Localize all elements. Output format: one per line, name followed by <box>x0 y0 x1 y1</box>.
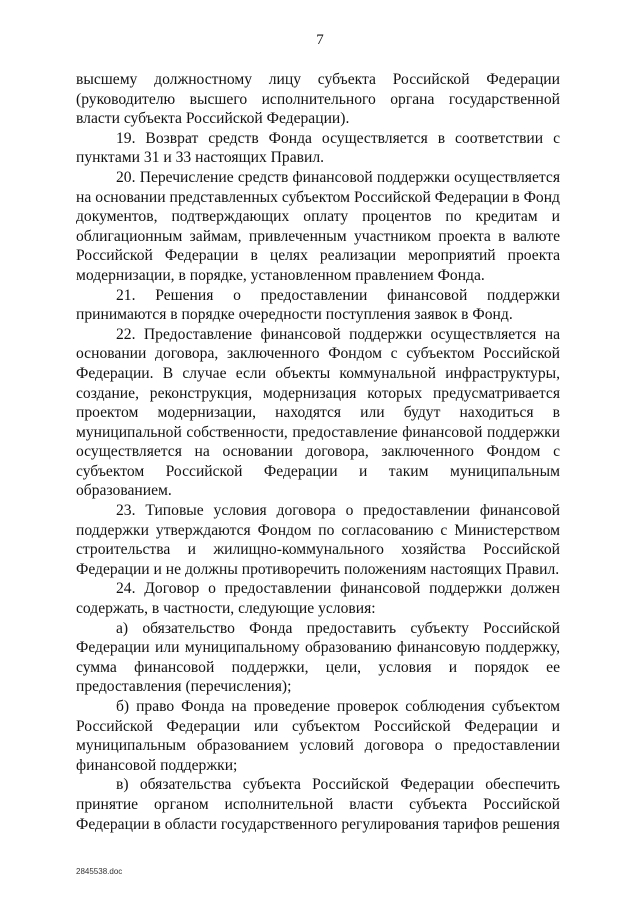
paragraph-clause-22: 22. Предоставление финансовой поддержки осуществляется на основании договора, заключенного Фондом с субъектом Российской Федерации. В случае если объекты коммунальной инфраструктуры, создание, реконструкция, модернизация которых предусматривается проектом модернизации, находятся или будут находиться в муниципальной собственности, предоставление финансовой поддержки осуществляется на основании договора, заключенного Фондом с субъектом Российской Федерации и таким муниципальным образованием. <box>76 325 560 500</box>
paragraph-continuation: высшему должностному лицу субъекта Российской Федерации (руководителю высшего исполнительного органа государственной власти субъекта Российской Федерации). <box>76 71 560 128</box>
page-number: 7 <box>316 32 324 48</box>
paragraph-clause-24-b: б) право Фонда на проведение проверок соблюдения субъектом Российской Федерации или субъектом Российской Федерации и муниципальным образованием условий договора о предоставлении финансовой поддержки; <box>76 698 560 774</box>
paragraph-clause-24: 24. Договор о предоставлении финансовой поддержки должен содержать, в частности, следующие условия: <box>76 580 560 618</box>
paragraph-clause-19: 19. Возврат средств Фонда осуществляется в соответствии с пунктами 31 и 33 настоящих Правил. <box>76 129 560 167</box>
paragraph-clause-21: 21. Решения о предоставлении финансовой поддержки принимаются в порядке очередности поступления заявок в Фонд. <box>76 286 560 324</box>
document-body <box>76 70 560 834</box>
paragraph-clause-20: 20. Перечисление средств финансовой поддержки осуществляется на основании представленных субъектом Российской Федерации в Фонд документов, подтверждающих оплату процентов по кредитам и облигационным займам, привлеченным участником проекта в валюте Российской Федерации в целях реализации мероприятий проекта модернизации, в порядке, установленном правлением Фонда. <box>76 168 560 284</box>
footer-doc-code: 2845538.doc <box>76 867 123 876</box>
paragraph-clause-24-a: а) обязательство Фонда предоставить субъекту Российской Федерации или муниципальному образованию финансовую поддержку, сумма финансовой поддержки, цели, условия и порядок ее предоставления (перечисления); <box>76 619 560 696</box>
paragraph-clause-23: 23. Типовые условия договора о предоставлении финансовой поддержки утверждаются Фондом по согласованию с Министерством строительства и жилищно-коммунального хозяйства Российской Федерации и не должны противоречить положениям настоящих Правил. <box>76 502 560 578</box>
paragraph-clause-24-v: в) обязательства субъекта Российской Федерации обеспечить принятие органом исполнительной власти субъекта Российской Федерации в области государственного регулирования тарифов решения <box>76 776 560 833</box>
